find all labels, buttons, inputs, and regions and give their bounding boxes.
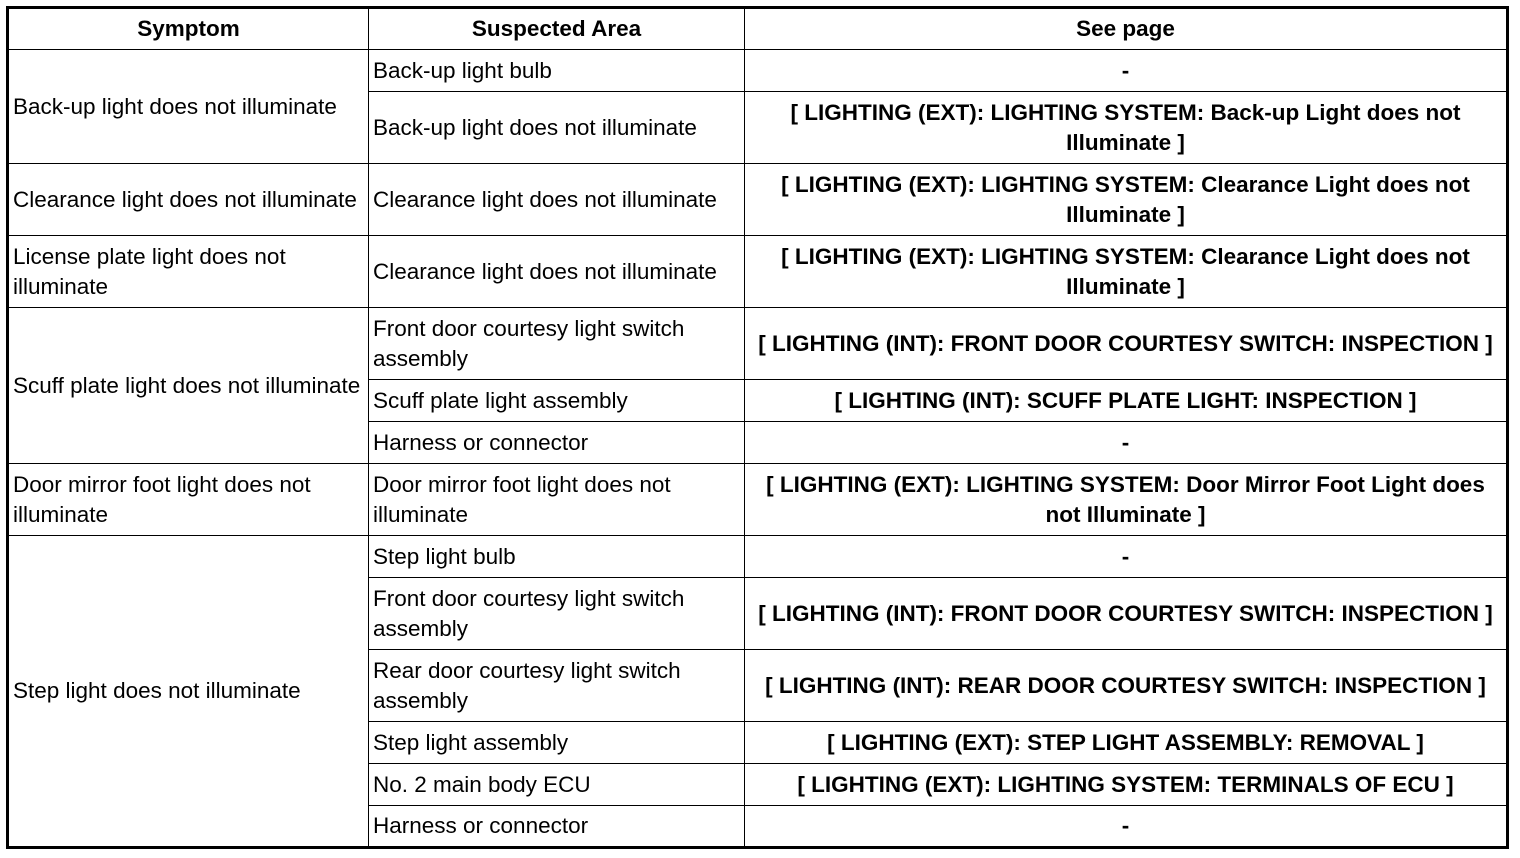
header-see-page: See page [745,8,1508,50]
symptom-cell: Back-up light does not illuminate [8,50,369,164]
suspected-area-cell: Front door courtesy light switch assembly [369,308,745,380]
see-page-link[interactable]: [ LIGHTING (EXT): LIGHTING SYSTEM: Clearance Light does not Illuminate ] [745,164,1508,236]
header-row [8,8,1508,50]
symptom-cell: Scuff plate light does not illuminate [8,308,369,464]
suspected-area-cell: Scuff plate light assembly [369,380,745,422]
suspected-area-cell: Step light bulb [369,536,745,578]
see-page-link[interactable]: [ LIGHTING (INT): SCUFF PLATE LIGHT: INSPECTION ] [745,380,1508,422]
see-page-cell: - [745,50,1508,92]
suspected-area-cell: No. 2 main body ECU [369,764,745,806]
suspected-area-cell: Back-up light bulb [369,50,745,92]
see-page-cell: - [745,536,1508,578]
symptom-cell: Step light does not illuminate [8,536,369,848]
suspected-area-cell: Rear door courtesy light switch assembly [369,650,745,722]
see-page-cell: - [745,422,1508,464]
suspected-area-cell: Harness or connector [369,806,745,848]
suspected-area-cell: Harness or connector [369,422,745,464]
suspected-area-cell: Door mirror foot light does not illuminate [369,464,745,536]
table-row [8,164,1508,236]
symptom-cell: Door mirror foot light does not illuminate [8,464,369,536]
see-page-link[interactable]: [ LIGHTING (EXT): LIGHTING SYSTEM: Clearance Light does not Illuminate ] [745,236,1508,308]
see-page-link[interactable]: [ LIGHTING (INT): FRONT DOOR COURTESY SWITCH: INSPECTION ] [745,578,1508,650]
symptom-table [6,6,1509,849]
see-page-link[interactable]: [ LIGHTING (INT): REAR DOOR COURTESY SWITCH: INSPECTION ] [745,650,1508,722]
see-page-cell: - [745,806,1508,848]
see-page-link[interactable]: [ LIGHTING (INT): FRONT DOOR COURTESY SWITCH: INSPECTION ] [745,308,1508,380]
table-row [8,308,1508,380]
table-row [8,236,1508,308]
table-row [8,536,1508,578]
header-symptom: Symptom [8,8,369,50]
see-page-link[interactable]: [ LIGHTING (EXT): LIGHTING SYSTEM: TERMINALS OF ECU ] [745,764,1508,806]
suspected-area-cell: Front door courtesy light switch assembly [369,578,745,650]
suspected-area-cell: Clearance light does not illuminate [369,164,745,236]
table-row [8,464,1508,536]
suspected-area-cell: Back-up light does not illuminate [369,92,745,164]
table-row [8,50,1508,92]
header-suspected-area: Suspected Area [369,8,745,50]
symptom-cell: Clearance light does not illuminate [8,164,369,236]
see-page-link[interactable]: [ LIGHTING (EXT): LIGHTING SYSTEM: Back-up Light does not Illuminate ] [745,92,1508,164]
symptom-cell: License plate light does not illuminate [8,236,369,308]
suspected-area-cell: Step light assembly [369,722,745,764]
see-page-link[interactable]: [ LIGHTING (EXT): STEP LIGHT ASSEMBLY: REMOVAL ] [745,722,1508,764]
see-page-link[interactable]: [ LIGHTING (EXT): LIGHTING SYSTEM: Door Mirror Foot Light does not Illuminate ] [745,464,1508,536]
suspected-area-cell: Clearance light does not illuminate [369,236,745,308]
